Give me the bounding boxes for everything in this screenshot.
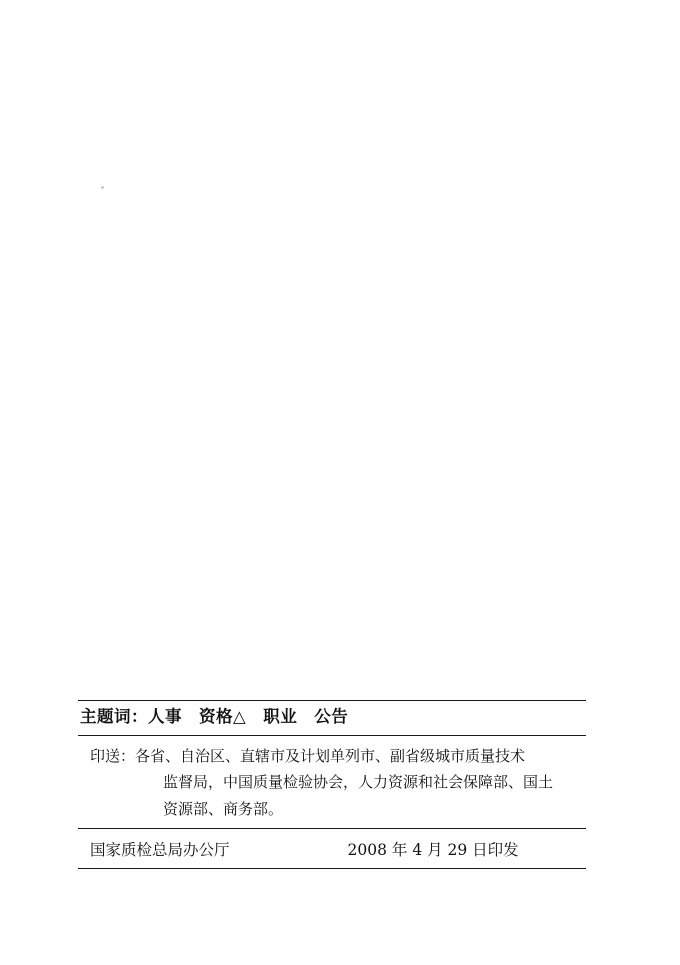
keywords-terms: 人事 资格△ 职业 公告 [148,707,349,726]
issuer-name: 国家质检总局办公厅 [90,840,230,859]
distribution-row [78,736,586,828]
document-footer-block [78,700,586,869]
distribution-line-1: 各省、自治区、直辖市及计划单列市、副省级城市质量技术 [135,747,526,765]
distribution-line-3: 资源部、商务部。 [163,799,284,818]
issuer-row [78,829,586,868]
distribution-label: 印送： [90,747,136,765]
scan-speck [101,186,104,189]
issue-date: 2008 年 4 月 29 日印发 [347,840,519,859]
keywords-label: 主题词： [80,707,148,726]
distribution-line-2: 监督局，中国质量检验协会，人力资源和社会保障部、国土 [163,773,554,792]
keywords-row [78,701,586,735]
footer-bottom-rule [78,868,586,869]
distribution-body [135,743,586,822]
